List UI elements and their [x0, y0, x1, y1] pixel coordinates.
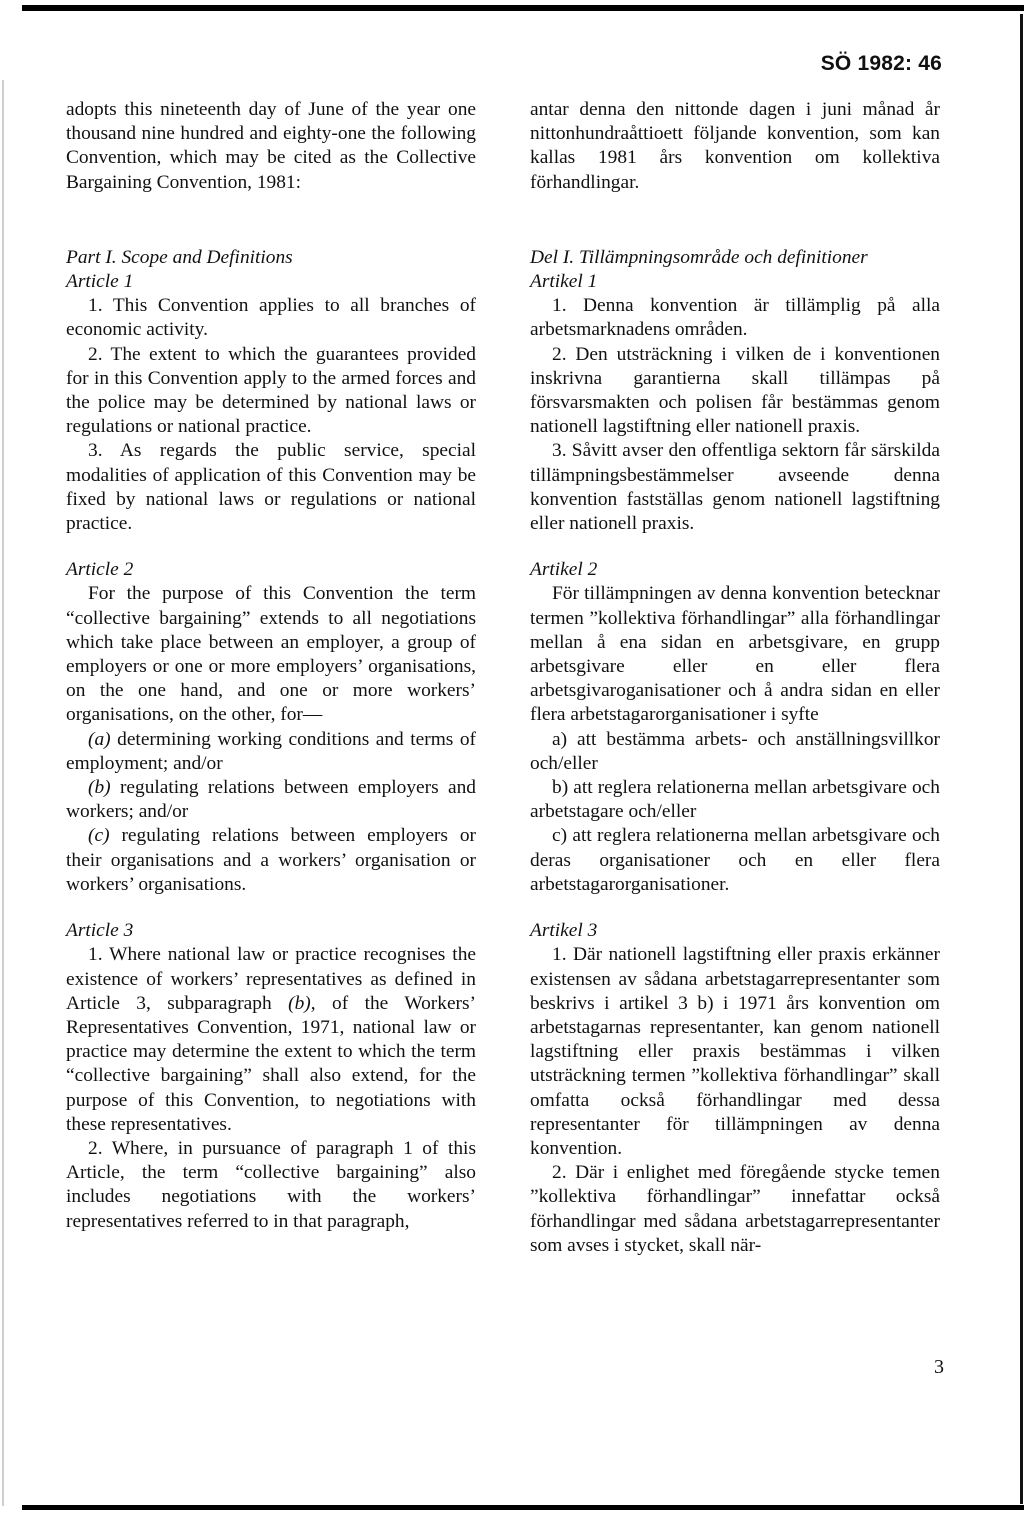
page-number: 3 — [934, 1356, 944, 1378]
top-border-rule — [22, 5, 1024, 11]
swedish-article-1-para-1: 1. Denna konvention är tillämplig på alla arbetsmarknadens områden. — [530, 295, 940, 341]
para-1-start: 1. Where national law or practice recognises the existence of workers’ representatives as defined in Article 3, subparagraph — [66, 944, 476, 1014]
swedish-intro: antar denna den nittonde dagen i juni månad år nittonhundraåttioett följande konvention, som kan kallas 1981 års konvention om kollektiva förhandlingar. — [530, 99, 940, 193]
item-c-label: (c) — [88, 825, 110, 847]
swedish-column — [530, 98, 940, 1258]
left-page-edge — [2, 80, 4, 1506]
english-article-1-heading: Article 1 — [66, 271, 134, 293]
swedish-article-3-heading: Artikel 3 — [530, 920, 598, 942]
english-article-2-item-b — [66, 776, 476, 824]
para-1-end: , of the Workers’ Representatives Convention, 1971, national law or practice may determine the extent to which the term “collective bargaining” shall also extend, for the purpose of this Convention, to negotiations with these representatives. — [66, 992, 477, 1135]
swedish-article-1-heading: Artikel 1 — [530, 271, 598, 293]
swedish-article-2-item-c: c) att reglera relationerna mellan arbetsgivare och deras organisationer och en eller flera arbetstagarorganisationer. — [530, 825, 940, 895]
english-article-2-item-a — [66, 728, 476, 776]
english-article-2-item-c — [66, 824, 476, 897]
english-article-2-heading: Article 2 — [66, 559, 134, 581]
english-article-2-para-1: For the purpose of this Convention the term “collective bargaining” extends to all negotiations which take place between an employer, a group of employers or one or more employers’ organisations, on the one hand, and one or more workers’ organisations, on the other, for— — [66, 583, 476, 726]
swedish-article-3-para-1: 1. Där nationell lagstiftning eller praxis erkänner existensen av sådana arbetstagarrepresentanter som beskrivs i artikel 3 b) i 1971 års konvention om arbetstagarnas representanter, kan genom nationell lagstiftning eller praxis bestämmas i vilken utsträckning termen ”kollektiva förhandlingar” skall omfatta också förhandlingar med dessa representanter för tillämpningen av denna konvention. — [530, 944, 940, 1159]
item-a-text: determining working conditions and terms of employment; and/or — [66, 728, 476, 774]
right-page-edge — [1020, 14, 1023, 1504]
swedish-article-2-item-a: a) att bestämma arbets- och anställningsvillkor och/eller — [530, 728, 940, 774]
swedish-article-2-heading: Artikel 2 — [530, 559, 598, 581]
swedish-article-2-item-b: b) att reglera relationerna mellan arbetsgivare och arbetstagare och/eller — [530, 777, 940, 823]
english-part-heading: Part I. Scope and Definitions — [66, 246, 293, 268]
swedish-part-heading: Del I. Tillämpningsområde och definitioner — [530, 246, 868, 268]
english-article-3-para-2: 2. Where, in pursuance of paragraph 1 of this Article, the term “collective bargaining” also includes negotiations with the workers’ representatives referred to in that paragraph, — [66, 1137, 476, 1232]
english-article-1-para-3: 3. As regards the public service, special modalities of application of this Convention may be fixed by national laws or regulations or national practice. — [66, 440, 476, 535]
item-a-label: (a) — [88, 728, 111, 750]
document-number: SÖ 1982: 46 — [820, 52, 942, 75]
bottom-border-rule — [22, 1505, 1024, 1510]
english-column — [66, 98, 476, 1234]
english-article-1-para-1: 1. This Convention applies to all branches of economic activity. — [66, 295, 476, 341]
english-article-3-heading: Article 3 — [66, 920, 134, 942]
swedish-article-2-para-1: För tillämpningen av denna konvention betecknar termen ”kollektiva förhandlingar” alla förhandlingar mellan å ena sidan en arbetsgivare, en grupp arbetsgivare eller en eller flera arbetsgivaroganisationer och å andra sidan en eller flera arbetstagarorganisationer i syfte — [530, 583, 940, 726]
item-c-text: regulating relations between employers or their organisations and a workers’ organisation or workers’ organisations. — [66, 825, 476, 895]
item-b-label: (b) — [88, 777, 111, 799]
english-intro: adopts this nineteenth day of June of the year one thousand nine hundred and eighty-one the following Convention, which may be cited as the Collective Bargaining Convention, 1981: — [66, 99, 476, 193]
english-article-1-para-2: 2. The extent to which the guarantees provided for in this Convention apply to the armed forces and the police may be determined by national laws or regulations or national practice. — [66, 343, 476, 438]
item-b-text: regulating relations between employers and workers; and/or — [66, 777, 476, 823]
swedish-article-1-para-3: 3. Såvitt avser den offentliga sektorn får särskilda tillämpningsbestämmelser avseende denna konvention fastställas genom nationell lagstiftning eller nationell praxis. — [530, 440, 940, 535]
subparagraph-ref: (b) — [288, 992, 311, 1014]
english-article-3-para-1 — [66, 943, 476, 1137]
swedish-article-1-para-2: 2. Den utsträckning i vilken de i konventionen inskrivna garantierna skall tillämpas på försvarsmakten och polisen får bestämmas genom nationell lagstiftning eller nationell praxis. — [530, 343, 940, 438]
swedish-article-3-para-2: 2. Där i enlighet med föregående stycke temen ”kollektiva förhandlingar” innefattar också förhandlingar med sådana arbetstagarrepresentanter som avses i stycket, skall när- — [530, 1162, 940, 1256]
